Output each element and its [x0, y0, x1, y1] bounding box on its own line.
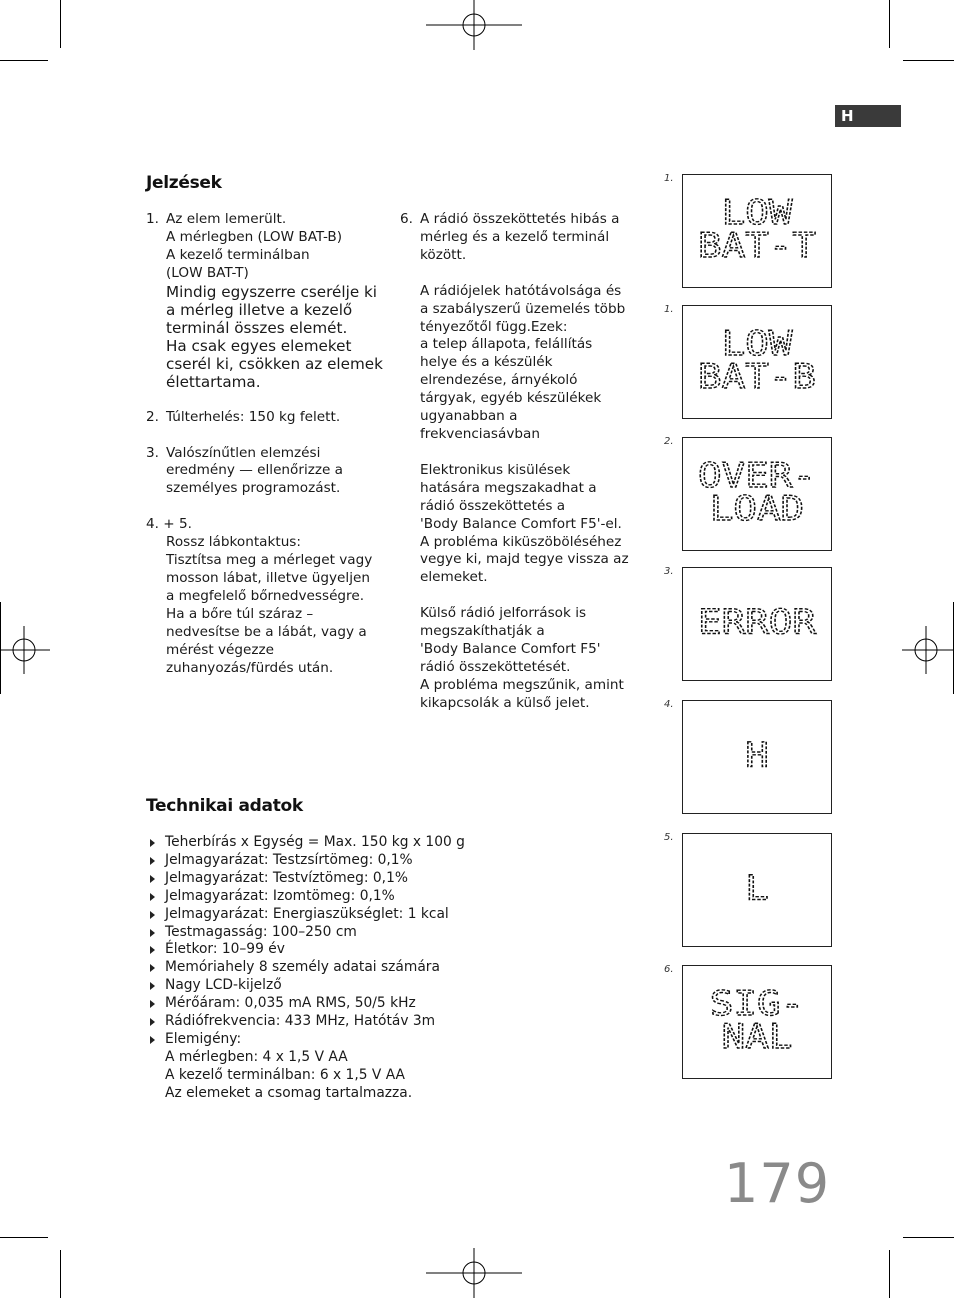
- list-item-text: Életkor: 10–99 év: [165, 941, 285, 958]
- bullet-arrow-icon: [150, 1018, 155, 1026]
- bullet-arrow-icon: [150, 946, 155, 954]
- display-label: 6.: [664, 964, 674, 975]
- lcd-text: H: [745, 735, 769, 775]
- list-item-text: Testmagasság: 100–250 cm: [165, 923, 357, 940]
- registration-mark-top: [426, 0, 522, 50]
- text-line: Külső rádió jelforrások is: [420, 605, 587, 622]
- text-line: frekvenciasávban: [420, 425, 540, 442]
- page-number: 179: [724, 1152, 831, 1215]
- text-line: a szabályszerű üzemelés több: [420, 300, 626, 317]
- lcd-text: LOW: [721, 192, 794, 232]
- list-item-text: Memóriahely 8 személy adatai számára: [165, 959, 440, 976]
- text-line: elrendezése, árnyékoló: [420, 372, 578, 389]
- text-line: rádió összeköttetését.: [420, 658, 571, 675]
- text-line: A kezelő terminálban: [166, 246, 310, 263]
- bullet-arrow-icon: [150, 982, 155, 990]
- text-line: elemeket.: [420, 569, 488, 586]
- text-line: nedvesítse be a lábát, vagy a: [166, 623, 367, 640]
- list-item: [146, 834, 506, 852]
- text-line: a megfelelő bőrnedvességre.: [166, 587, 365, 604]
- bullet-arrow-icon: [150, 929, 155, 937]
- list-item-text: Elemigény:: [165, 1030, 242, 1047]
- text-line: A rádió összeköttetés hibás a: [420, 211, 620, 227]
- lcd-text: L: [745, 868, 769, 908]
- technical-data-list: [146, 834, 506, 1103]
- text-line: 'Body Balance Comfort F5': [420, 641, 601, 658]
- registration-mark-right: [902, 626, 954, 674]
- text-line: hatására megszakadhat a: [420, 479, 597, 496]
- lcd-display: [682, 833, 832, 947]
- lcd-text: BAT-B: [698, 357, 816, 397]
- text-line: eredmény — ellenőrizze a: [166, 462, 344, 479]
- text-line: tényezőtől függ.Ezek:: [420, 318, 568, 335]
- lcd-text: BAT-T: [698, 226, 816, 266]
- list-item-text: Nagy LCD-kijelző: [165, 977, 282, 994]
- lcd-text: OVER-: [698, 455, 816, 495]
- text-line: cserél ki, csökken az elemek: [166, 354, 383, 373]
- text-line: Rossz lábkontaktus:: [166, 534, 301, 551]
- list-item: [146, 977, 506, 995]
- bullet-arrow-icon: [150, 911, 155, 919]
- list-item-text: Teherbírás x Egység = Max. 150 kg x 100 g: [165, 834, 465, 850]
- lcd-text: ERROR: [698, 602, 817, 642]
- item-number: 1.: [146, 211, 159, 227]
- text-line: rádió összeköttetés a: [420, 497, 566, 514]
- bullet-arrow-icon: [150, 893, 155, 901]
- lcd-text: LOW: [721, 323, 794, 363]
- text-line: A probléma megszűnik, amint: [420, 676, 624, 693]
- crop-mark: [60, 1250, 61, 1298]
- crop-mark: [903, 1237, 954, 1238]
- language-tag: H: [835, 105, 901, 127]
- crop-mark: [889, 0, 890, 48]
- text-line: Mindig egyszerre cserélje ki: [166, 282, 378, 301]
- list-item: [146, 1013, 506, 1031]
- display-label: 1.: [664, 304, 674, 315]
- bullet-arrow-icon: [150, 964, 155, 972]
- text-line: 'Body Balance Comfort F5'-el.: [420, 515, 622, 532]
- text-line: mérleg és a kezelő terminál: [420, 228, 610, 245]
- signal-item-2: [146, 409, 396, 427]
- section-title-technical-data: Technikai adatok: [146, 796, 303, 816]
- text-line: ugyanabban a: [420, 408, 518, 425]
- lcd-text: LOAD: [709, 489, 805, 529]
- lcd-text: NAL: [721, 1017, 793, 1057]
- signal-item-1: [146, 211, 396, 391]
- text-line: megszakíthatják a: [420, 623, 545, 640]
- text-line: A probléma kiküszöböléséhez: [420, 533, 622, 550]
- bullet-arrow-icon: [150, 839, 155, 847]
- text-line: A mérlegben: 4 x 1,5 V AA: [165, 1048, 348, 1065]
- text-line: Elektronikus kisülések: [420, 461, 571, 478]
- crop-mark: [0, 1237, 48, 1238]
- text-line: élettartama.: [166, 372, 261, 391]
- display-label: 3.: [664, 566, 674, 577]
- text-line: személyes programozást.: [166, 480, 341, 497]
- bullet-arrow-icon: [150, 1036, 155, 1044]
- crop-mark: [889, 1250, 890, 1298]
- list-item: [146, 924, 506, 942]
- lcd-display: [682, 567, 832, 681]
- text-line: Ha csak egyes elemeket: [166, 336, 352, 355]
- text-line: Tisztítsa meg a mérleget vagy: [166, 552, 373, 569]
- list-item-text: Jelmagyarázat: Testzsírtömeg: 0,1%: [165, 851, 413, 868]
- lcd-display: [682, 965, 832, 1079]
- lcd-display: [682, 174, 832, 288]
- bullet-arrow-icon: [150, 875, 155, 883]
- signals-right-column: [400, 211, 645, 713]
- list-item: [146, 888, 506, 906]
- list-item-text: Rádiófrekvencia: 433 MHz, Hatótáv 3m: [165, 1013, 436, 1030]
- signal-item-3: [146, 445, 396, 499]
- display-label: 1.: [664, 173, 674, 184]
- item-number: 2.: [146, 408, 159, 425]
- lcd-display: [682, 437, 832, 551]
- item-number: 6.: [400, 211, 413, 227]
- registration-mark-bottom: [426, 1248, 522, 1298]
- registration-mark-left: [0, 626, 50, 674]
- item-number: 3.: [146, 444, 159, 461]
- text-line: Ha a bőre túl száraz –: [166, 605, 314, 622]
- text-line: a mérleg illetve a kezelő: [166, 300, 353, 319]
- text-line: terminál összes elemét.: [166, 318, 348, 337]
- list-item: [146, 995, 506, 1013]
- text-line: tárgyak, egyéb készülékek: [420, 390, 602, 407]
- item-number: 4. + 5.: [146, 516, 192, 533]
- text-line: Az elemeket a csomag tartalmazza.: [165, 1084, 413, 1101]
- list-item: [146, 852, 506, 870]
- list-item: [146, 906, 506, 924]
- text-line: Túlterhelés: 150 kg felett.: [166, 408, 341, 425]
- text-line: A mérlegben (LOW BAT-B): [166, 228, 343, 245]
- lcd-display: [682, 305, 832, 419]
- crop-mark: [903, 60, 954, 61]
- list-item-text: Jelmagyarázat: Izomtömeg: 0,1%: [165, 887, 395, 904]
- text-line: mosson lábat, illetve ügyeljen: [166, 569, 370, 586]
- text-line: kikapcsolák a külső jelet.: [420, 694, 590, 711]
- display-label: 4.: [664, 699, 674, 710]
- bullet-arrow-icon: [150, 1000, 155, 1008]
- list-item: [146, 959, 506, 977]
- display-label: 2.: [664, 436, 674, 447]
- text-line: (LOW BAT-T): [166, 264, 249, 281]
- list-item: [146, 941, 506, 959]
- list-item-text: Jelmagyarázat: Testvíztömeg: 0,1%: [165, 869, 408, 886]
- signal-item-4-5: [146, 516, 396, 677]
- bullet-arrow-icon: [150, 857, 155, 865]
- lcd-text: SIG-: [709, 983, 805, 1023]
- lcd-display: [682, 700, 832, 814]
- text-line: a telep állapota, felállítás: [420, 336, 593, 353]
- crop-mark: [0, 60, 48, 61]
- list-item-text: Jelmagyarázat: Energiaszükséglet: 1 kcal: [165, 905, 449, 922]
- list-item: [146, 870, 506, 888]
- section-title-signals: Jelzések: [146, 173, 222, 193]
- signals-left-column: [146, 211, 396, 677]
- signal-item-6: [400, 211, 645, 713]
- text-line: Az elem lemerült.: [166, 211, 287, 227]
- text-line: zuhanyozás/fürdés után.: [166, 659, 334, 676]
- crop-mark: [60, 0, 61, 48]
- display-label: 5.: [664, 832, 674, 843]
- text-line: Valószínűtlen elemzési: [166, 444, 321, 461]
- text-line: helye és a készülék: [420, 354, 553, 371]
- text-line: mérést végezze: [166, 641, 275, 658]
- text-line: vegye ki, majd tegye vissza az: [420, 551, 629, 568]
- text-line: között.: [420, 246, 467, 263]
- text-line: A rádiójelek hatótávolsága és: [420, 282, 622, 299]
- list-item: [146, 1031, 506, 1103]
- list-item-text: Mérőáram: 0,035 mA RMS, 50/5 kHz: [165, 995, 416, 1012]
- text-line: A kezelő terminálban: 6 x 1,5 V AA: [165, 1066, 405, 1083]
